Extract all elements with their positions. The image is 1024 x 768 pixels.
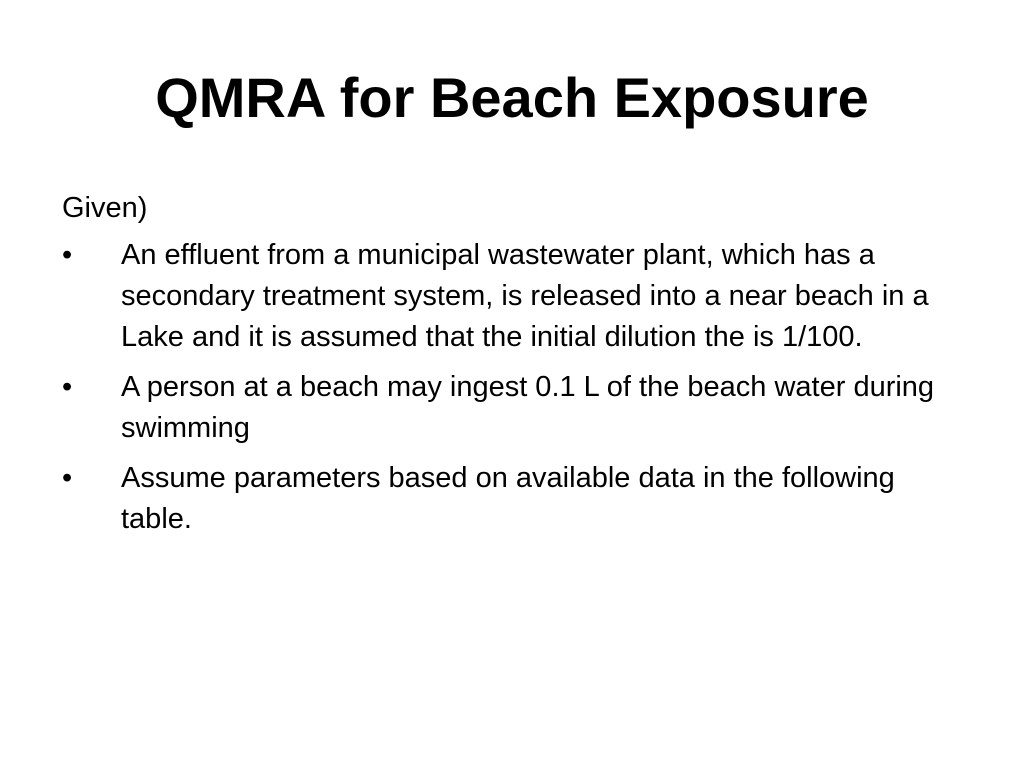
bullet-icon: • — [62, 462, 73, 494]
bullet-text: A person at a beach may ingest 0.1 L of the beach water during swimming — [121, 371, 935, 444]
bullet-icon: • — [62, 239, 73, 271]
bullet-item-ingestion — [62, 367, 942, 449]
slide-title: QMRA for Beach Exposure — [155, 66, 869, 129]
slide-body — [62, 188, 942, 549]
bullet-text: Assume parameters based on available data in the following table. — [121, 462, 895, 535]
bullet-item-effluent — [62, 235, 942, 358]
bullet-list — [62, 235, 942, 540]
bullet-icon: • — [62, 371, 73, 403]
bullet-item-parameters — [62, 458, 942, 540]
bullet-text: An effluent from a municipal wastewater plant, which has a secondary treatment system, is released into a near beach in a Lake and it is assumed that the initial dilution the is 1/100. — [121, 239, 929, 353]
intro-text: Given) — [62, 192, 148, 224]
